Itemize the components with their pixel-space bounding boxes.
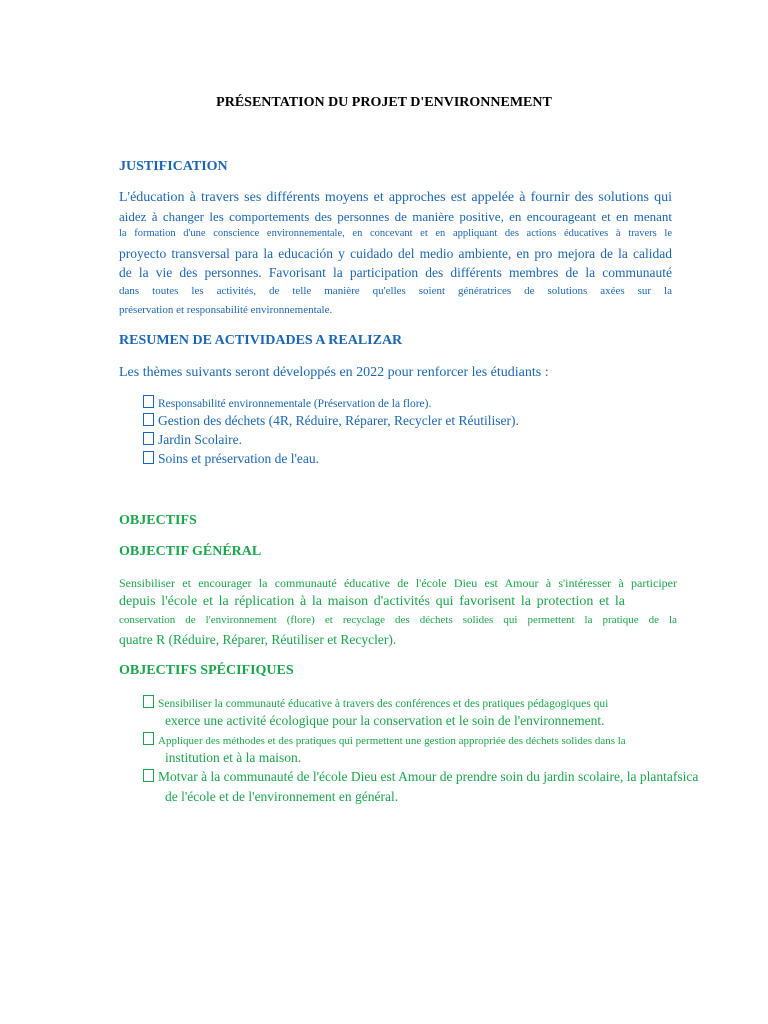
list-item-label: Jardin Scolaire.	[158, 432, 242, 447]
list-item	[143, 395, 431, 410]
list-item-label: Motvar à la communauté de l'école Dieu est Amour de prendre soin du jardin scolaire, la plantafsica	[158, 769, 699, 784]
objectif-general-heading: OBJECTIF GÉNÉRAL	[119, 544, 262, 559]
justification-line: la formation d'une conscience environnementale, en concevant et en appliquant des actions éducatives à travers le	[119, 228, 672, 239]
list-item-label: Soins et préservation de l'eau.	[158, 451, 320, 466]
bullet-icon	[143, 451, 154, 464]
bullet-icon	[143, 695, 154, 708]
list-item	[143, 769, 698, 785]
justification-line: dans toutes les activités, de telle manière qu'elles soient génératrices de solutions axées sur la	[119, 285, 672, 297]
list-item	[143, 732, 626, 747]
list-item-continuation: institution et à la maison.	[165, 750, 302, 765]
bullet-icon	[143, 413, 154, 426]
bullet-icon	[143, 432, 154, 445]
resumen-heading: RESUMEN DE ACTIVIDADES A REALIZAR	[119, 333, 403, 348]
justification-line: aidez à changer les comportements des personnes de manière positive, en encourageant et en menant	[119, 209, 672, 224]
list-item	[143, 695, 608, 710]
bullet-icon	[143, 395, 154, 408]
objectif-general-line: quatre R (Réduire, Réparer, Réutiliser et Recycler).	[119, 632, 397, 647]
objectif-general-line: conservation de l'environnement (flore) et recyclage des déchets solides qui permettent la pratique de la	[119, 614, 677, 626]
justification-line: proyecto transversal para la educación y cuidado del medio ambiente, en pro mejora de la calidad	[119, 246, 672, 261]
justification-line: L'éducation à travers ses différents moyens et approches est appelée à fournir des solutions qui	[119, 190, 672, 205]
bullet-icon	[143, 732, 154, 745]
list-item-continuation: de l'école et de l'environnement en général.	[165, 789, 399, 804]
justification-line: préservation et responsabilité environnementale.	[119, 304, 333, 316]
list-item	[143, 451, 319, 467]
objectifs-heading: OBJECTIFS	[119, 513, 197, 528]
list-item-label: Appliquer des méthodes et des pratiques qui permettent une gestion appropriée des déchets solides dans la	[158, 735, 626, 747]
list-item	[143, 413, 519, 429]
objectif-general-line: Sensibiliser et encourager la communauté éducative de l'école Dieu est Amour à s'intéresser à participer	[119, 576, 677, 590]
list-item-continuation: exerce une activité écologique pour la conservation et le soin de l'environnement.	[165, 713, 605, 728]
document-title: PRÉSENTATION DU PROJET D'ENVIRONNEMENT	[216, 95, 552, 110]
justification-line: de la vie des personnes. Favorisant la participation des différents membres de la communauté	[119, 265, 672, 280]
justification-heading: JUSTIFICATION	[119, 159, 228, 174]
list-item-label: Sensibiliser la communauté éducative à travers des conférences et des pratiques pédagogiques qui	[158, 698, 609, 710]
objectif-general-line: depuis l'école et la réplication à la maison d'activités qui favorisent la protection et la	[119, 594, 625, 609]
objectifs-specifiques-heading: OBJECTIFS SPÉCIFIQUES	[119, 663, 294, 678]
bullet-icon	[143, 769, 154, 782]
resumen-intro: Les thèmes suivants seront développés en 2022 pour renforcer les étudiants :	[119, 365, 549, 380]
list-item-label: Responsabilité environnementale (Préservation de la flore).	[158, 398, 432, 410]
list-item-label: Gestion des déchets (4R, Réduire, Réparer, Recycler et Réutiliser).	[158, 413, 519, 428]
list-item	[143, 432, 242, 448]
